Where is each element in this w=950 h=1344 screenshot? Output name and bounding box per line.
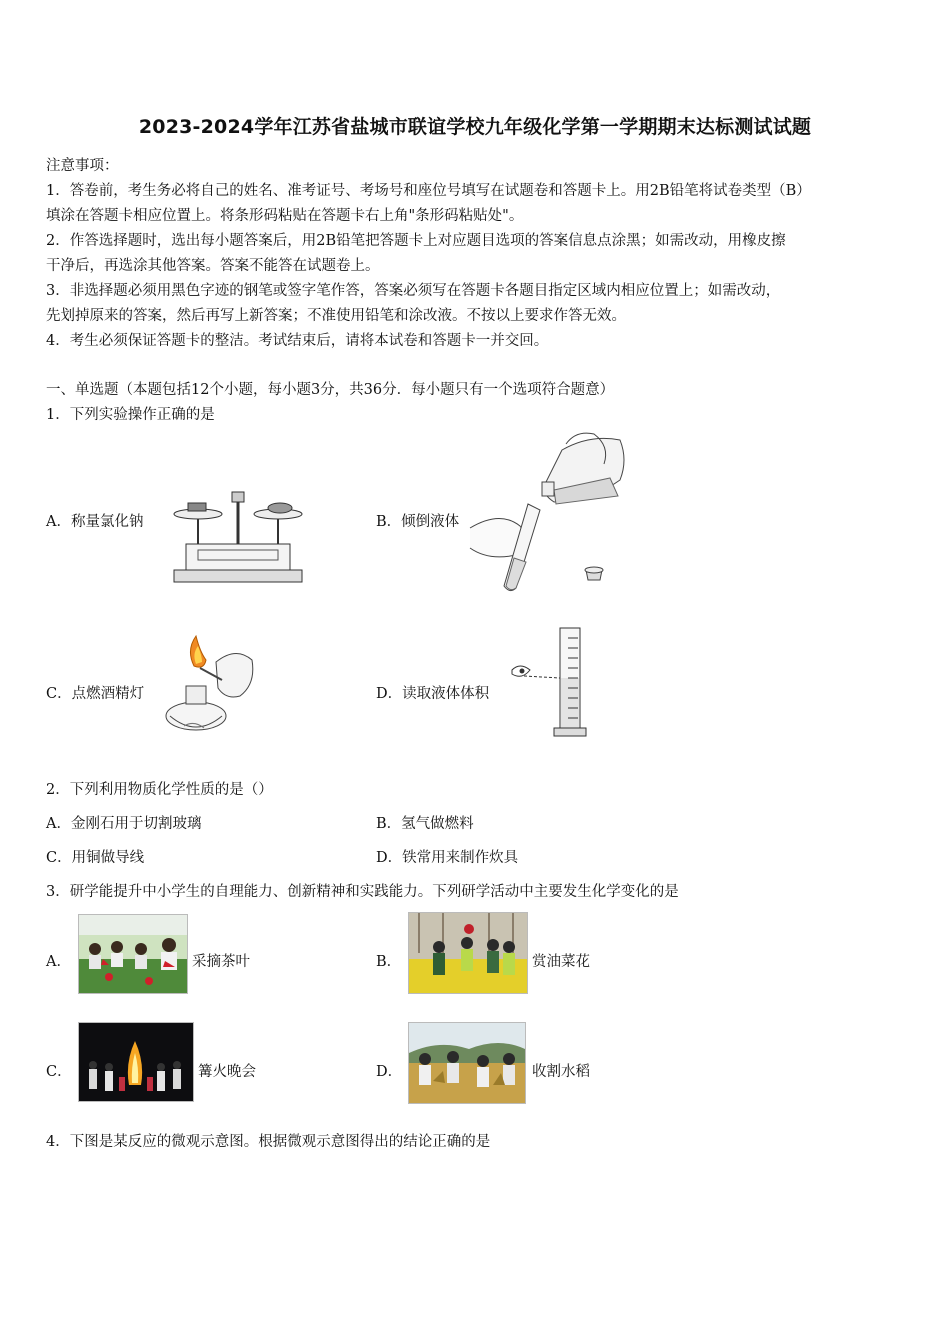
question-4-stem: 4．下图是某反应的微观示意图。根据微观示意图得出的结论正确的是 <box>46 1134 491 1150</box>
notice-heading: 注意事项： <box>46 158 119 174</box>
q2-option-c: C．用铜做导线 <box>46 850 145 866</box>
graduated-cylinder-illustration <box>508 624 598 740</box>
notice-line: 1．答卷前，考生务必将自己的姓名、准考证号、考场号和座位号填写在试题卷和答题卡上。用2B铅笔将试卷类型（B） <box>46 183 811 199</box>
balance-illustration <box>168 490 308 586</box>
q1-option-d: D．读取液体体积 <box>376 686 490 702</box>
notice-line: 干净后，再选涂其他答案。答案不能答在试题卷上。 <box>46 258 380 274</box>
question-2-stem: 2．下列利用物质化学性质的是（） <box>46 782 273 798</box>
photo-rapeseed-flowers <box>408 912 528 994</box>
q3-option-a-label: A． <box>46 954 71 970</box>
q3-option-b-label: B． <box>376 954 402 970</box>
photo-rice-harvest <box>408 1022 526 1104</box>
notice-line: 2．作答选择题时，选出每小题答案后，用2B铅笔把答题卡上对应题目选项的答案信息点涂黑；如需改动，用橡皮擦 <box>46 233 786 249</box>
notice-line: 3．非选择题必须用黑色字迹的钢笔或签字笔作答，答案必须写在答题卡各题目指定区域内相应位置上；如需改动， <box>46 283 781 299</box>
page-title: 2023-2024学年江苏省盐城市联谊学校九年级化学第一学期期末达标测试试题 <box>138 116 812 138</box>
q3-option-c-label: C． <box>46 1064 72 1080</box>
q3-option-c-text: 篝火晚会 <box>198 1064 256 1080</box>
q2-option-a: A．金刚石用于切割玻璃 <box>46 816 202 832</box>
photo-tea-picking <box>78 914 188 994</box>
q2-option-b: B．氢气做燃料 <box>376 816 474 832</box>
question-3-stem: 3．研学能提升中小学生的自理能力、创新精神和实践能力。下列研学活动中主要发生化学变化的是 <box>46 884 679 900</box>
q1-option-b: B．倾倒液体 <box>376 514 460 530</box>
photo-bonfire-party <box>78 1022 194 1102</box>
q2-option-d: D．铁常用来制作炊具 <box>376 850 519 866</box>
notice-line: 先划掉原来的答案，然后再写上新答案；不准使用铅笔和涂改液。不按以上要求作答无效。 <box>46 308 626 324</box>
question-1-stem: 1．下列实验操作正确的是 <box>46 407 215 423</box>
q1-option-c: C．点燃酒精灯 <box>46 686 145 702</box>
alcohol-lamp-illustration <box>160 630 260 742</box>
q3-option-d-label: D． <box>376 1064 403 1080</box>
pouring-liquid-illustration <box>470 430 640 590</box>
q3-option-a-text: 采摘茶叶 <box>192 954 250 970</box>
notice-line: 填涂在答题卡相应位置上。将条形码粘贴在答题卡右上角"条形码粘贴处"。 <box>46 208 524 224</box>
q1-option-a: A．称量氯化钠 <box>46 514 144 530</box>
notice-line: 4．考生必须保证答题卡的整洁。考试结束后，请将本试卷和答题卡一并交回。 <box>46 333 549 349</box>
q3-option-d-text: 收割水稻 <box>532 1064 590 1080</box>
q3-option-b-text: 赏油菜花 <box>532 954 590 970</box>
section-heading: 一、单选题（本题包括12个小题，每小题3分，共36分．每小题只有一个选项符合题意） <box>46 382 615 398</box>
